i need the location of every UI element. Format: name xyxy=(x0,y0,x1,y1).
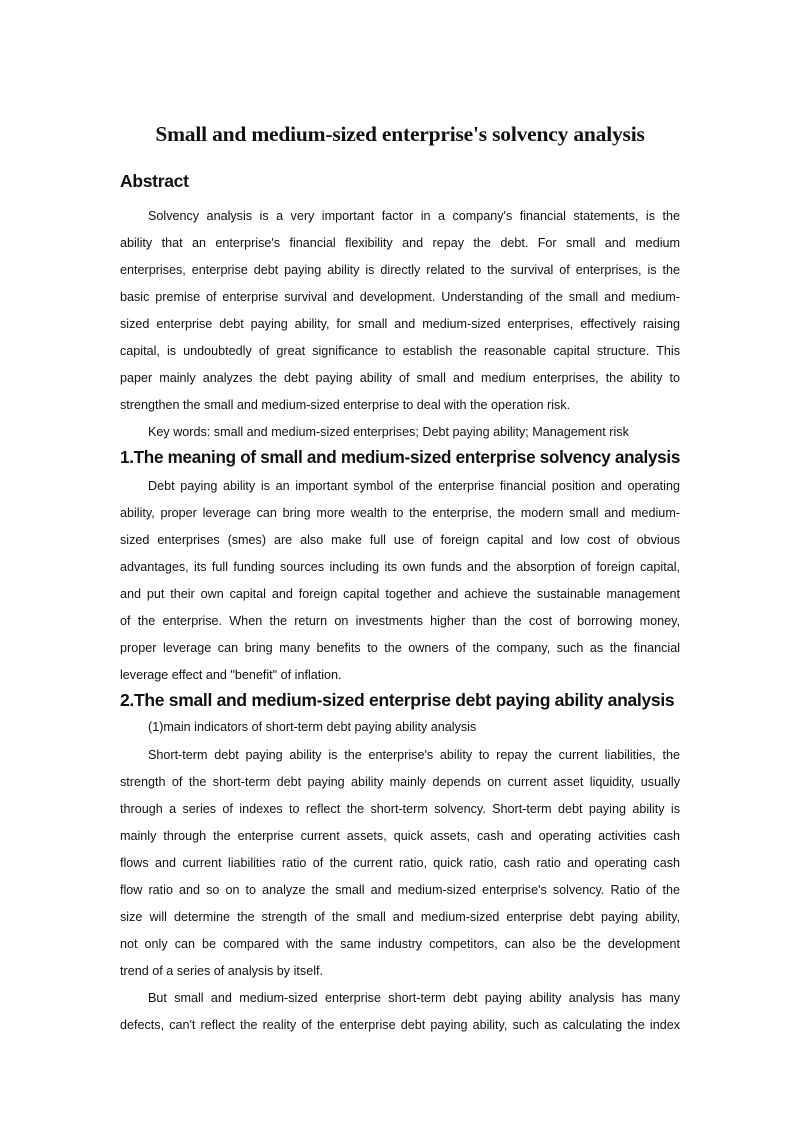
section-2-heading: 2.The small and medium-sized enterprise debt paying ability analysis xyxy=(120,690,675,710)
subheading: (1)main indicators of short-term debt paying ability analysis xyxy=(148,720,477,734)
text-line: trend of a series of analysis by itself. xyxy=(120,964,323,978)
text-line: proper leverage can bring many benefits to the owners of the company, such as the financial xyxy=(120,641,680,655)
text-line: not only can be compared with the same industry competitors, can also be the development xyxy=(120,937,680,951)
text-line: strength of the short-term debt paying ability mainly depends on current asset liquidity, usually xyxy=(120,775,680,789)
text-line: enterprises, enterprise debt paying ability is directly related to the survival of enterprises, is the xyxy=(120,263,680,277)
document-title: Small and medium-sized enterprise's solvency analysis xyxy=(155,122,645,146)
text-line: capital, is undoubtedly of great significance to establish the reasonable capital structure. This xyxy=(120,344,680,358)
text-line: defects, can't reflect the reality of the enterprise debt paying ability, such as calculating the index xyxy=(120,1018,680,1032)
text-line: ability that an enterprise's financial flexibility and repay the debt. For small and medium xyxy=(120,236,680,250)
text-line: flow ratio and so on to analyze the small and medium-sized enterprise's solvency. Ratio of the xyxy=(120,883,680,897)
text-line: ability, proper leverage can bring more wealth to the enterprise, the modern small and medium- xyxy=(120,506,680,520)
text-line: Debt paying ability is an important symbol of the enterprise financial position and operating xyxy=(148,479,680,493)
text-line: Short-term debt paying ability is the enterprise's ability to repay the current liabilities, the xyxy=(148,748,680,762)
text-line: through a series of indexes to reflect the short-term solvency. Short-term debt paying ability is xyxy=(120,802,680,816)
text-line: Solvency analysis is a very important factor in a company's financial statements, is the xyxy=(148,209,680,223)
text-line: of the enterprise. When the return on investments higher than the cost of borrowing money, xyxy=(120,614,680,628)
text-line: and put their own capital and foreign capital together and achieve the sustainable management xyxy=(120,587,680,601)
text-line: sized enterprise debt paying ability, for small and medium-sized enterprises, effectively raising xyxy=(120,317,680,331)
keywords: Key words: small and medium-sized enterprises; Debt paying ability; Management risk xyxy=(148,425,629,439)
text-line: But small and medium-sized enterprise short-term debt paying ability analysis has many xyxy=(148,991,680,1005)
text-line: flows and current liabilities ratio of the current ratio, quick ratio, cash ratio and operating cash xyxy=(120,856,680,870)
text-line: strengthen the small and medium-sized enterprise to deal with the operation risk. xyxy=(120,398,571,412)
text-line: advantages, its full funding sources including its own funds and the absorption of foreign capital, xyxy=(120,560,680,574)
text-line: paper mainly analyzes the debt paying ability of small and medium enterprises, the ability to xyxy=(120,371,680,385)
text-line: size will determine the strength of the small and medium-sized enterprise debt paying ability, xyxy=(120,910,680,924)
text-line: mainly through the enterprise current assets, quick assets, cash and operating activities cash xyxy=(120,829,680,843)
section-1-heading: 1.The meaning of small and medium-sized enterprise solvency analysis xyxy=(120,448,681,467)
text-line: sized enterprises (smes) are also make full use of foreign capital and low cost of obvious xyxy=(120,533,680,547)
text-line: basic premise of enterprise survival and development. Understanding of the small and medium- xyxy=(120,290,680,304)
abstract-heading: Abstract xyxy=(120,171,189,191)
text-line: leverage effect and "benefit" of inflation. xyxy=(120,668,342,682)
